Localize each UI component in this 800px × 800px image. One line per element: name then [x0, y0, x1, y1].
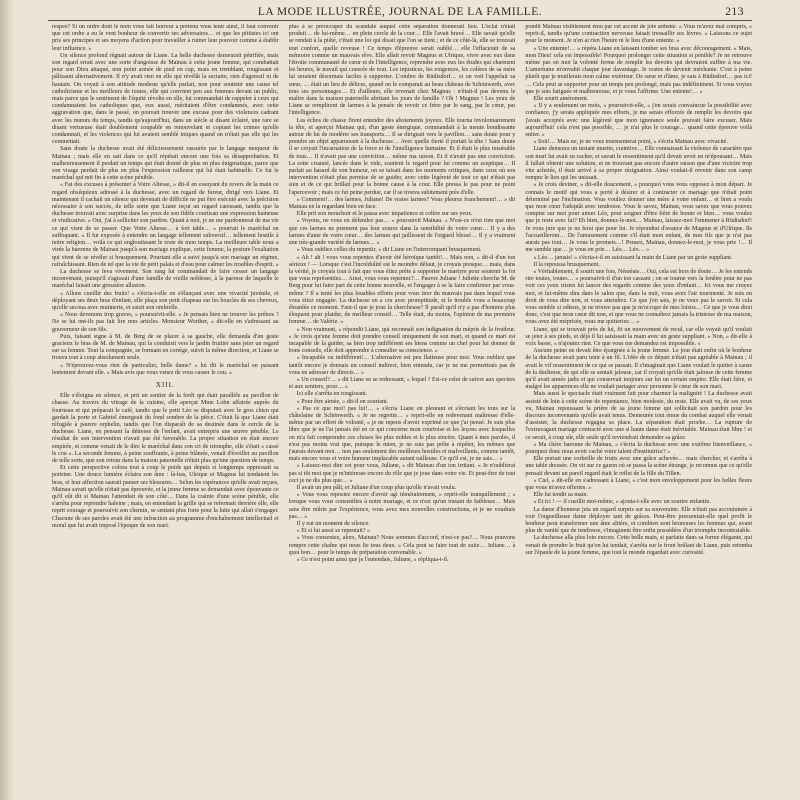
paragraph: « Pas ce que moi! pas lui!… » s'écria Liane en pleurant et s'écriant les tons sur la châtelaine de Schönwerth. « Je ne regrette… » reprit-elle en redevenant maîtresse d'elle-même par un effort de volonté, « je ne repens d'avoir exprimé ce que j'ai pensé. Je suis plus libre que je ne l'ai jamais été en ce qui concerne mon courtoise et les leçons avec lesquelles on m'a fait comprendre ces choses les plus nobles et le plus sincère. Quant à mes paroles, il n'est pas moins vrai que, puisque le mien, je ne suis pas prête à répéter, les mêmes que j'aurais devant moi… non pas seulement des meilleurs hostiles et malveillants, comme tantôt, mais encore vous et votre humeur implacable autant railleuse. Ce qu'il est, je ne sais… »: [288, 405, 516, 463]
paragraph: La dame d'honneur jeta un regard surpris sur sa souveraine. Elle n'était pas accoutumée à voir l'orgueilleuse dame déployer tant de grâces. Peut-être pressentait-elle quel profit le bonheur peut transformer une âme altière, et combien sont heureuses les femmes qui, avant plus de vanité que de tendresse, s'imaginent être enfin possédées d'un triomphe incontestable.: [525, 506, 753, 535]
paragraph: « N'éprouvez-vous rien de particulier, belle dame? » lui dit le maréchal en passant lentement devant elle. « Mais avis que vous venez de vous casser le cou. »: [52, 362, 279, 376]
paragraph: Elle sourit amèrement.: [533, 96, 589, 103]
binding-shadow: [0, 0, 14, 800]
paragraph: « Léo… jamais! » s'écria-t-il en saisissant la main de Liane par un geste suppliant.: [533, 254, 733, 261]
paragraph: « Ma chère baronne de Mainau, » s'écria la duchesse avec une extrême bienveillance, « pourquoi donc nous avoir caché votre talent d'institutrice? »: [525, 441, 753, 455]
paragraph: La duchesse se leva vivement. Son rang lui commandait de faire cesser un langage inconvenant, puisqu'il s'agissait d'une famille de vieille noblesse, à la paresse de laquelle le maréchal faisait une grossière allusion.: [52, 268, 279, 290]
paragraph: « Et ici ! — il cueillit moi-même, » ajouta-t-elle avec un sourire enfantin.: [533, 499, 711, 506]
paragraph: Mais aussi le spectacle était vraiment fait pour charmer la malignité ! La duchesse avait assisté de loin à cette scène de repentance, bien modeste, du reste. Elle avait vu, de ses yeux vu, Mainau repoussant la prière de sa jeune femme qui sollicitait son pardon pour les discours inconvenants qu'elle avait tenus. Demeurée tout émue du combat auquel elle venait d'assister, la duchesse regagna sa place. La séparation était proche… La rupture de l'extravagant mariage contracté avec une si haute dame était inévitable. Mainau était libre ! et ce serait, à coup sûr, elle seule qu'il reviendrait demander sa grâce.: [525, 391, 753, 441]
paragraph: Liane demeura un instant muette, craintive… Elle connaissait la violence de caractère que son mari lui avait su cacher, et savait le ressentiment qu'il devait avoir en m'épousant… Mais il fallait obtenir une solution, et ne trouvant pas encore d'autre raison que d'une victoire trop vite achetée, il était arrivé à sa propre résignation. Ainsi voulait-il revenir dans son camp rompre le lien qui les unissait.: [525, 146, 753, 182]
paragraph: « Véritablement, il sourit une fois, Néméais… Oui, cela est hors de doute… Je les entends rire toutes, toutes… » poursuivit-il d'un ton cassant ; on se tourne vers la fenêtre pour ne pas voir ces yeux tristes lui lancer des regards comme des yeux d'enfant… Ici vous me croyez moi, et lui-même dira dans le salon que, dans la nuit, vous avez l'air tourmenté. Je suis en droit de vous dire non, et vous attendrez. Ce que j'en sais, je ne veux pas le savoir. Si cela vous semble si odieux, je ne trouve pas que je m'occupe de mes loisirs… Ce que je vous dirai donc, c'est que mon cœur dit non, et que vous ne connaîtrez jamais la tristesse de ma maison, vous avez été méprisée, vous me quitteriez… »: [525, 268, 753, 326]
paragraph: « Un conseil?… » dit Liane en se redressant, « lequel ? Est-ce celui de suivre aux spectres et aux sentiers, pour… »: [288, 376, 516, 391]
column-2: [289, 24, 516, 792]
paragraph: plus à se préoccuper du scandale auquel cette séparation donnerait lieu. L'éclat n'était produit… de lui-même… en plein cercle de la cour… Elle l'avait bravé… Elle savait qu'elle se rendait à la piété, c'était une loi qui disait que l'on se tient ; et de ce côté-là, elle se trouvait tout confort, quelle reveuse ! Ce temps d'épreuve serait oublié… elle l'effacerait de sa mémoire comme un mauvais rêve. Elle allait revoir Magnus et Ulrique, vivre avec eux dans l'étroite communauté de cœur et de l'intelligence, reprendre avec eux les études qui charment les heures, le travail qui console de tout. Les injustices, les exigences, les colères de sa mère lui seraient désormais faciles à supporter. L'ombre de Rüdisdorf… si on voit l'appelait sa sœur, … était un lieu de délices, quand on le comparait au beau château de Schönwerth, avec tous ses personnages… Et d'ailleurs, elle revenait chez Magnus : n'était-il pas devenu le maître dans la maison paternelle abritant les jours de famille ? Oh ! Magnus ! Les yeux de Liane se remplirent de larmes à la pensée de revoir ce frère par le sang, par le cœur, par l'intelligence.: [288, 24, 516, 117]
paragraph: « Allons cueillir des fruits! » s'écria-t-elle en s'élançant avec une vivacité juvénile, et déployant ses deux bras d'enfant, elle plaça son petit chapeau sur les boucles de ses cheveux, qu'elle secoua avec mutinerie, et saisit son ombrelle.: [52, 290, 279, 311]
paragraph: « Fai des excuses à présenter à Votre Altesse, » dit-il en essuyant du revers de la main ce regard obséquieux adressé à la duchesse, avec un regard de fureur, dirigé vers Liane. Et maintenant il cachait un silence qui devenait de difficile ne put être exécuté avec la précision nécessaire à son succès, de telle sorte que Liane reçut un regard caressant, tandis que la duchesse trouvait avec surprise dans les yeux de son fidèle courtisan une expression haineuse et vindicative. « Oui, j'ai à solliciter son pardon. Quant à moi, je ne me pardonnerai de ma vie ce qui vient de se passer. Que Votre Altesse… à fort table… » pourrait le maréchal en suffoquant. « Il fut exposée à entendre un langage tellement subversif… tellement hostile à notre religion… voilà ce qui engloutissant le reste de mon temps. La meilleure table nous a virée la baronne de Mainau jusqu'à son mariage explique, cette femme, la posture l'exaltation qui vient de se révéler si brusquement. Pourtant elle a suivi jusqu'à son mariage un régime, rafraîchissant. Rien de tel que la vie de petit palais et d'eau pour calmer les troubles d'esprit. »: [52, 182, 279, 268]
paragraph: Elle portait une corbeille de fruits avec une grâce achevée… mais chercher, et s'arrêta à une table dressée. On vit sur ce gazon où se passa la scène étrange, je reconnus que ce qu'elle pensait devant un pareil regard était le reflet de la fille du Tillen.: [525, 456, 753, 477]
paragraph: « Non vraiment, » répondit Liane, qui reconnaît son indignation du mépris de la froideur. « Je crois qu'une femme doit prendre conseil uniquement de son mari, et quand ce mari est incapable de la guider, sa bien trop indifférent ses biens comme un chef pour lui donner de bons conseils, elle doit apprendre à consulter sa conscience. »: [288, 326, 516, 355]
paragraph: Un silence profond régnait autour de Liane. La belle duchesse demeurait pétrifiée, mais son regard errait avec une sorte d'angoisse de Mainau à cette jeune femme, qui combattait pour son Dieu attaqué, non point armée de pied en cap, mais en tremblant, rougissant et pâlissant alternativement. Il n'y avait rien en elle qui révélât la sectaire, rien d'agressif ni de hautain. On voyait à son attitude modeste qu'elle parlait, non pour soutenir une cause tel catholicisme et les meilleurs de toutes, elle qui convient peu aux femmes devant un public, mais parce que le sentiment de l'équité révolte en elle, lui commandait de rappeler à ceux qui condamnaient les catholiques que, eux aussi, méritaient d'être condamnés, avec cette aggravation que, dans le passé, on pouvait trouver une excuse pour des violences cadrant avec les mœurs du temps, tandis qu'aujourd'hui, dans un siècle si disant éclairé, une rare se disant vertueuse était doublement coupable en renouvelant et copiant les crimes qu'elle condamnait, et les violences qui lui avaient semblé iniques quand on n'était pas elle qui les commettait.: [52, 52, 279, 146]
chapter-heading: XIII.: [155, 380, 175, 389]
paragraph: « Ah ! ah ! vous vous repentez d'avoir été héroïque tantôt!… Mais non, » dit-il d'un ton sérieux ! — Lorsque c'est l'incrédulité est le moindre défaut, je croyais presque… mais, dans la vérité, je croyais tout à fait que vous étiez prête à supporter le martyre pour soutenir la foi que vous représentiez… Ainsi, vous vous repentez?… Pauvre Juliane ! Juliette cherche M. de Berg pour lui faire part de cette bonne nouvelle, et l'engager à se la faire confirmer par vous-même ? Il a tenté les plus louables efforts pour vous tirer du mauvais pas dans lequel vous vous étiez engagée. La duchesse en a cru avec promptitude, et le trouble vous a beaucoup ébranlée ce moment. Faut-il que je joue la chercheuse? Il paraît qu'il n'y a pas d'homme plus éloquent pour plaider, de meilleur conseil… Telle était, du moins, l'opinion de ma première femme… de Valérie. »: [288, 254, 516, 326]
paragraph: pondit Mainau visiblement ému par cet accent de joie ardente. « Vous m'avez mal compris, » reprit-il, tandis qu'une contraction nerveuse faisait tressaillir ses lèvres. « Laissons ce sujet pour le moment. Je n'en ai rien l'heure ni le lieu d'une entente. »: [525, 24, 753, 45]
paragraph: « Une entente!… » répéta Liane en laissant tomber ses bras avec découragement. « Mais, mon Dieu! cela est impossible! Pourquoi prolonger cette situation si pénible? Je ne retrouve même pas en moi la volonté ferme de remplir les devoirs qui devraient suffire à ma vie. L'amertume m'envahit chaque jour davantage. Je crains de devenir méchante. C'est à peine plutôt que je mutilerais mon calme extérieur. De sœur et d'âme, je suis à Rüdisdorf… pas ici! … Cela peut se supporter pour un temps peu prolongé, mais pas indéfiniment. Si vous voyiez que je suis fatiguée et malheureuse, et je vous l'affirme. Une entente!… »: [525, 45, 753, 95]
paragraph: La duchesse alla plus loin encore. Cette belle main, si parfaite dans sa forme élégante, qui venait de prendre le fruit qu'on lui tendait, s'arrêta sur le front brûlant de Liane, puis retomba sur l'épaule de la jeune femme, que tout le monde regardait avec curiosité.: [525, 535, 753, 556]
paragraph: « Ciel, » dit-elle en s'adressant à Liane, « c'est mon enveloppement pour les belles fleurs que vous m'avez offertes. »: [525, 477, 753, 491]
paragraph: Les échos de chasse firent entendre des aboiements joyeux. Elle tourna involontairement la tête, et aperçut Mainau qui, d'un geste énergique, commandait à la meute bondissante autour de lui de modérer ses transports… Il se dirigeait vers le pavillon… sans doute pour y prendre un objet appartenant à la duchesse… Avec quelle fierté il portait la tête ! Sans doute il se croyait l'incarnation de la force et de l'intelligence humaine. Et il était le plus misérable de tous… Il n'avait pas une conviction… même ma raison. Et il n'avait pas une conviction. La sotte cruauté, lancée dans le vide, soutient le regard pour lui comme un sceptique… Il parlait au hasard de son humeur, on se taisait dans les moments critiques, dans ceux où son intervention n'était plus permise de se guider, avec cette légèreté de tout ce qui n'était pas sien et de ce qui brillait pour la bonne cause à la cour. Elle pressa le pas pour ne point l'apercevoir ; mais ce fut peine perdue, car il se trouva subitement près d'elle.: [288, 117, 516, 196]
journal-title: LA MODE ILLUSTRÉE, JOURNAL DE LA FAMILLE.: [257, 6, 543, 18]
header-rule: [48, 20, 752, 21]
paragraph: « Vous consentez, alors, Mainau? Nous sommes d'accord, n'est-ce pas?… Nous pouvons rompre cette chaîne qui nous lie tous deux. » Cela peut se faire tout de suite… Juliane… à quoi bon… pour le temps de préparation convenable. »: [288, 535, 516, 556]
paragraph: Elle prit son mouchoir et le passa avec impatience et colère sur ses yeux.: [296, 211, 473, 218]
paragraph: « Vous vous reposiez encore d'avoir agi témérairement, » reprit-elle tranquillement ; « lorsque vous vous consentîtes à notre mariage, et ce n'est qu'un instant de faiblesse… Mais sans être mûrie par l'expérience, vous avez mes nouvelles constructions, et je ne voudrais pas… »: [288, 492, 516, 520]
text-columns: [52, 24, 752, 792]
paragraph: Sans doute la duchesse avait été délicieusement rassurée par le langage moqueur de Mainau ; mais elle en sait dans ce qu'il répétait encore une fois sa désapprobation. Et malheureusement il perdait un temps qui était donné de plus en plus énigmatique, parce que son visage perdait de plus en plus l'expression railleuse qui lui était habituelle. Ce fut le maréchal qui mit fin à cette scène pénible.: [52, 146, 279, 182]
paragraph: « Pour être aimée, » dit-il en souriant.: [296, 398, 389, 405]
paragraph: « Laissez-moi dire cet pour vous, Juliane, » dit Mainau d'un ton irritant. « Je n'oublierai pas si tôt moi que je m'intéresse encore du rôle que je joue dans votre vie. Et peut-être de tout ceci je ne dis plus que… »: [288, 463, 516, 484]
paragraph: « Il y a seulement un mois, » poursuivit-elle, « j'en serais convaincue la possibilité avec confiance, j'y serais appliquée mes efforts, je me serais efforcée de remplir les devoirs que j'avais acceptés avec une légèreté que mon ignorance seule pouvait faire excuser. Mais aujourd'hui! cela n'est pas possible, … je n'ai plus le courage… quand cette épreuve voilà entier. »: [525, 103, 753, 139]
paragraph: « Ce n'est point ainsi que je l'entendais, Juliane, » répliqua-t-il.: [296, 557, 449, 564]
paragraph: « Comment!… des larmes, Juliane! De vraies larmes? Vous pleurez franchement!… » dit Mainau en la regardant bien en face.: [288, 196, 516, 211]
page-number: 213: [725, 6, 744, 18]
paragraph: « Vous oubliez celles du repentir, » dit Liane en l'interrompant brusquement.: [296, 247, 482, 254]
paragraph: « Soit!… Mais ne, je ne vous tourmenterai point, » s'écria Mainau avec vivacité.: [533, 139, 728, 146]
paragraph: « Et si lui aussi se repentait? »: [296, 528, 371, 535]
paragraph: Ici elle s'arrêta en rougissant.: [296, 391, 368, 398]
paragraph: « Nous devenons trop graves, » poursuivit-elle. « Je pensais bien ne trouver les prêtres ? Ne se lui ont-ils pas fait lire mes articles. Monsieur Worther, » dit-elle en s'adressant au gouverneur de son fils.: [52, 312, 279, 333]
paragraph: « Je crois deviner, » dit-elle doucement, « pourquoi vous vous opposez à mon départ. Je connais le motif qui vous a porté à désirer et à contracter ce mariage que n'était point déterminé par l'inclination. Vous vouliez donner une mère à votre enfant… et bien a voulu que mon cœur l'adoptât avec tendresse. Vous le savez, Mainau, vous savez que vous pouvez compter sur moi pour aimer Léo, pour soigner d'être fière de bonne et bien… vous voulez que je reste avec lui? Eh bien, donnez-le-moi… Mainau, laissez-moi l'emmener à Rüdisdorf! Je vous jure que je ne ferai que pour lui. Je répondrai d'avance de Magnus et d'Ulrique. Ils l'accueilleront… De l'amusement comme s'il était mon enfant, de mes fils que je n'ai pas aurais pas tout… Je vous le promets…! Pensez, Mainau, donnez-le-moi, je vous prie !… Il me semble que… je vous en prie… Léo… Léo… »: [525, 182, 753, 254]
paragraph: Il y eut un moment de silence.: [296, 521, 370, 528]
paragraph: Elle s'éloigna en silence, et prit un sentier de la forêt qui était parallèle au pavillon de chasse. Au travers du vitrage de la cuisine, elle aperçut Mme Lohn affairée auprès du fourneau et qui préparait le café, tandis que le petit Léo se disputait avec le gros chien qui gardait la porte et Gabriel émergeait du fond sombre de la pièce. C'était là que Liane était réfugiée à pauvre orphelin, tandis que l'on disparaît de sa destinée dans le cercle de la duchesse. Liane, en pensant la détresse de l'enfant, avait entrepris une œuvre pénible. Le résultat de son intervention n'avait pas été favorable. La propre situation en était encore empirée, et comme venait de le dire le maréchal dans son cri de triomphe, elle s'était « cassé le cou ». La seconde femme, à peine souffrante, à peine blâmée, venait d'éveiller au pavillon de telle sorte, que son retour dans la maison paternelle n'était plus qu'une question de temps.: [52, 393, 279, 464]
paragraph: Puis, faisant signe à M. de Berg de se placer à sa gauche, elle demanda d'un geste gracieux le bras de M. de Mainau, qui la conduisit vers le jardin fruitier sans jeter un regard sur sa femme. Tout la compagnie, se formant en cortège, suivit la même direction, et Liane se trouva tout à coup absolument seule.: [52, 333, 279, 362]
paragraph: Liane, qui se trouvait près de lui, fit un mouvement de recul, car elle voyait qu'il voulait se jeter à ses pieds, et déjà il lui saisissait la main avec un geste suppliant. « Non, » dit-elle à voix basse, « n'ajoutez rien. Ce que vous me demandez est impossible. »: [525, 326, 753, 347]
paragraph: Elle lui tendit sa main.: [533, 492, 588, 499]
paragraph: « Voyons, ne vous en défendez pas… » poursuivit Mainau. « N'est-ce n'est rien que moi que ces larmes ne prennent pas leur source dans la sensibilité de votre cœur… Il y a des larmes d'ame de votre cœur… des larmes qui jaillissent de l'orgueil blessé… Il y a vraiment une très-grande variété de larmes… »: [288, 218, 516, 247]
paragraph: Aucune peine ne devait être épargnée à la jeune femme. Le jour était enfin où le bonheur de la duchesse avait paru tenir à un fil. L'idée de ce départ n'était pas agréable à Mainau ; il avait le vif ressentiment de ce qui se passait. Il s'imaginait que Liane voulait le quitter à cause de la duchesse, de qui elle se sentait jalouse, car il croyait qu'elle était jalouse de cette femme qu'il avait aimée jadis et qui conservait toujours sur lui un certain empire. Elle était fière, et malgré les apparences elle ne voulait partager avec personne le cœur de son mari.: [525, 348, 753, 391]
paragraph: respee? Si un ordre dont le nom vous fait horreur a prétenu vous tenir ainsi, il faut convenir que cet ordre a eu le vent bonheur de convertir ses adversaires… et que les pitiistes ici ont pris ses principes et ses moyens d'action pour travailler à ruiner leur pouvoir comme à établir leur influence. »: [52, 24, 279, 52]
column-3: [525, 24, 752, 792]
column-1: [52, 24, 279, 792]
paragraph: Et cette perspective colora tout à coup le poids qui depuis si longtemps oppressait sa poitrine. Une douce lumière éclaira son âme : là-bas, Ulrique et Magnus lui tendaient les bras, et leur affection saurait panser ses blessures… Selon les espérances qu'elle avait reçues, Mainau savait qu'elle n'était pas éprouvée, et la jeune femme se demandait avec épouvante ce qu'il eût dit si Mainau l'attendait de son côté… Dans la crainte d'une scène pénible, elle s'arrêta pour reprendre haleine ; mais, en entendant la grille qui se refermait derrière elle, elle reprit courage et poursuivit son chemin, se sentant plus forte pour la lutte qui allait s'engager. Chacune de ses paroles avait été une infraction au programme d'enchaînement intellectuel et moral que lui avait imposé l'époque de son mari.: [52, 465, 279, 529]
paragraph: « Incapable ou indifférent!… L'alternative est peu flatteuse pour moi. Vous oubliez que tantôt encore je donnais un conseil indirect, bien entendu, car je ne me permettrais pas de vous en adresser de directs… »: [288, 355, 516, 376]
paragraph: Il avait un peu pâli, et Juliane d'un coup plus qu'elle n'avait voulu.: [296, 485, 457, 491]
paragraph: Il la repoussa brusquement.: [533, 261, 600, 268]
running-head: [0, 4, 800, 20]
